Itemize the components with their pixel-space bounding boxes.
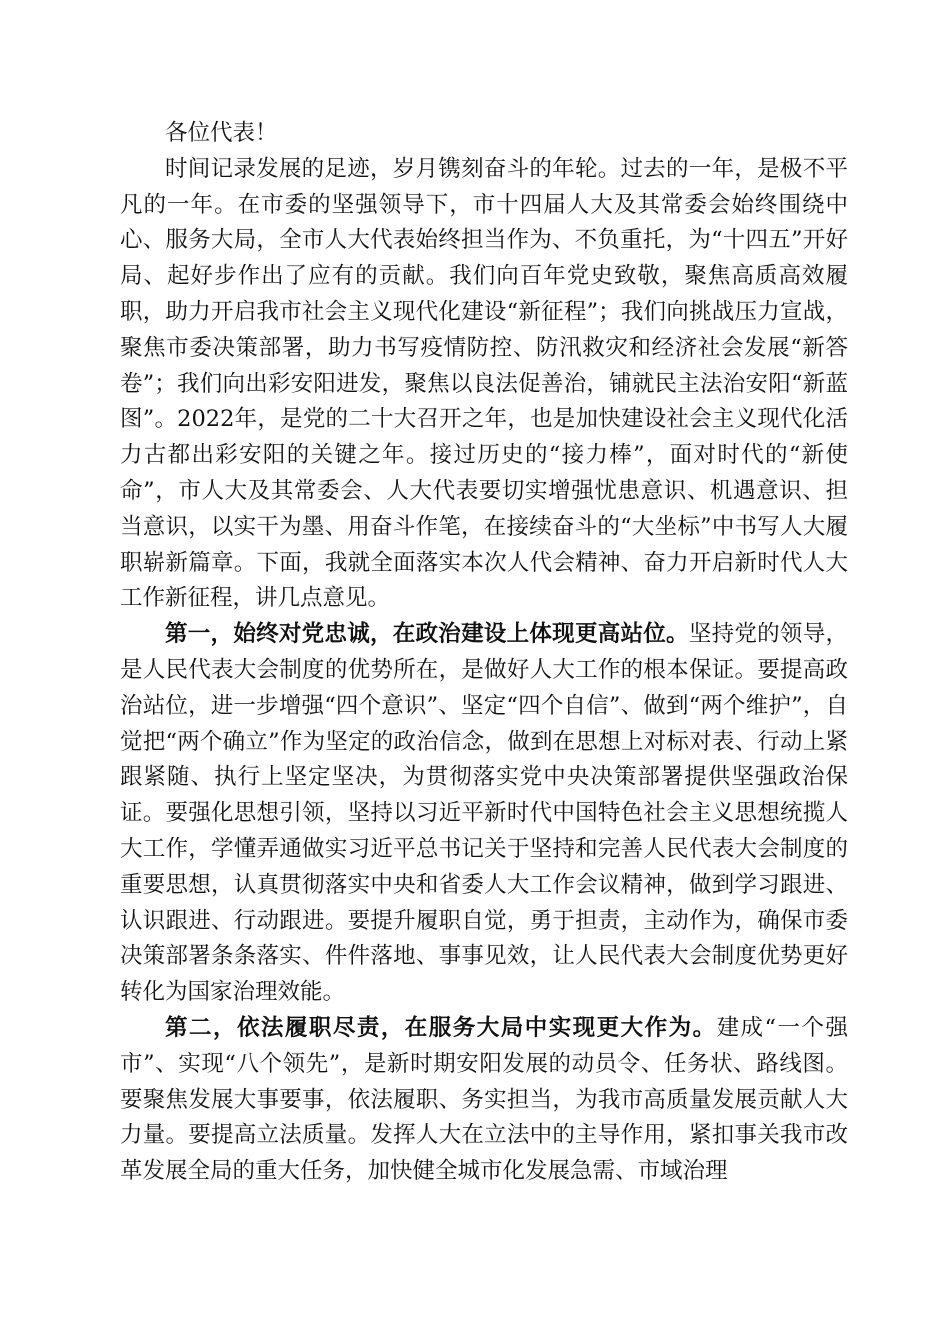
paragraph-first-heading: 第一，始终对党忠诚，在政治建设上体现更高站位。 xyxy=(165,621,689,648)
paragraph-intro-body: 时间记录发展的足迹，岁月镌刻奋斗的年轮。过去的一年，是极不平凡的一年。在市委的坚强领导下，市十四届人大及其常委会始终围绕中心、服务大局，全市人大代表始终担当作为、不负重托，为“十四五”开好局、起好步作出了应有的贡献。我们向百年党史致敬，聚焦高质高效履职，助力开启我市社会主义现代化建设“新征程”；我们向挑战压力宣战，聚焦市委决策部署，助力书写疫情防控、防汛救灾和经济社会发展“新答卷”；我们向出彩安阳进发，聚焦以良法促善治，铺就民主法治安阳“新蓝图”。2022年，是党的二十大召开之年，也是加快建设社会主义现代化活力古都出彩安阳的关键之年。接过历史的“接力棒”，面对时代的“新使命”，市人大及其常委会、人大代表要切实增强忧患意识、机遇意识、担当意识，以实干为墨、用奋斗作笔，在接续奋斗的“大坐标”中书写人大履职崭新篇章。下面，我就全面落实本次人代会精神、奋力开启新时代人大工作新征程，讲几点意见。 xyxy=(120,155,848,612)
paragraph-second xyxy=(120,1011,848,1190)
salutation: 各位代表！ xyxy=(165,120,278,146)
paragraph-intro xyxy=(120,152,848,617)
document-body xyxy=(120,116,848,1190)
paragraph-second-body: 建成“一个强市”、实现“八个领先”，是新时期安阳发展的动员令、任务状、路线图。要聚焦发展大事要事，依法履职、务实担当，为我市高质量发展贡献人大力量。要提高立法质量。发挥人大在立法中的主导作用，紧扣事关我市改革发展全局的重大任务，加快健全城市化发展急需、市域治理 xyxy=(120,1014,848,1185)
paragraph-first-body: 坚持党的领导，是人民代表大会制度的优势所在，是做好人大工作的根本保证。要提高政治站位，进一步增强“四个意识”、坚定“四个自信”、做到“两个维护”，自觉把“两个确立”作为坚定的政治信念，做到在思想上对标对表、行动上紧跟紧随、执行上坚定坚决，为贯彻落实党中央决策部署提供坚强政治保证。要强化思想引领，坚持以习近平新时代中国特色社会主义思想统揽人大工作，学懂弄通做实习近平总书记关于坚持和完善人民代表大会制度的重要思想，认真贯彻落实中央和省委人大工作会议精神，做到学习跟进、认识跟进、行动跟进。要提升履职自觉，勇于担责，主动作为，确保市委决策部署条条落实、件件落地、事事见效，让人民代表大会制度优势更好转化为国家治理效能。 xyxy=(120,621,848,1006)
paragraph-second-heading: 第二，依法履职尽责，在服务大局中实现更大作为。 xyxy=(165,1014,717,1041)
paragraph-first xyxy=(120,617,848,1011)
